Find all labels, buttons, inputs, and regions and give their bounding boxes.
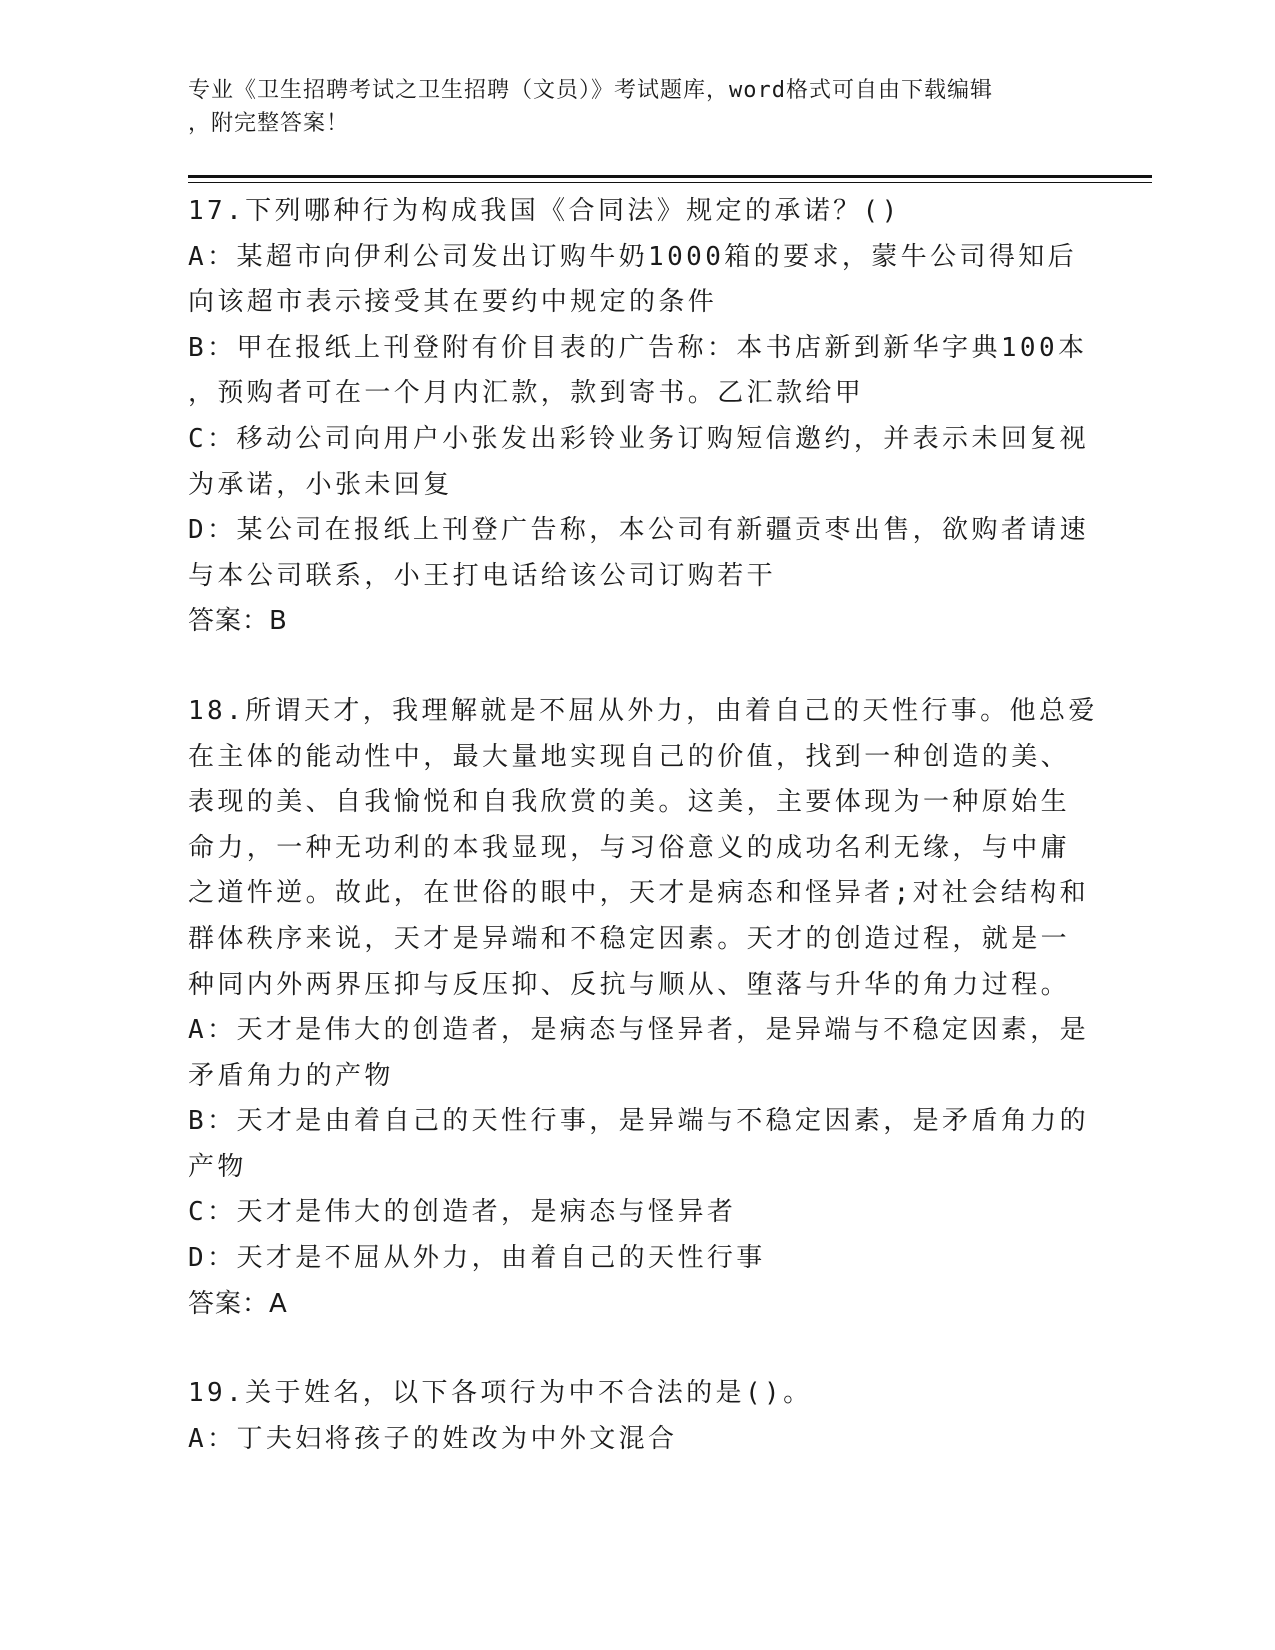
- option-c: C：天才是伟大的创造者，是病态与怪异者: [188, 1197, 737, 1228]
- question-stem: 19.关于姓名，以下各项行为中不合法的是()。: [188, 1378, 813, 1409]
- option-d: D：某公司在报纸上刊登广告称，本公司有新疆贡枣出售，欲购者请速: [188, 515, 1090, 546]
- question-stem-cont: 表现的美、自我愉悦和自我欣赏的美。这美，主要体现为一种原始生: [188, 787, 1071, 818]
- question-stem-cont: 在主体的能动性中，最大量地实现自己的价值，找到一种创造的美、: [188, 741, 1071, 772]
- option-a: A：丁夫妇将孩子的姓改为中外文混合: [188, 1423, 678, 1454]
- header-divider-thin: [188, 182, 1152, 183]
- option-a: A：天才是伟大的创造者，是病态与怪异者，是异端与不稳定因素，是: [188, 1015, 1090, 1046]
- question-stem: 18.所谓天才，我理解就是不屈从外力，由着自己的天性行事。他总爱: [188, 695, 1098, 726]
- option-b: B：天才是由着自己的天性行事，是异端与不稳定因素，是矛盾角力的: [188, 1106, 1090, 1137]
- header-line: ，附完整答案！: [188, 111, 350, 136]
- option-c: C：移动公司向用户小张发出彩铃业务订购短信邀约，并表示未回复视: [188, 423, 1090, 454]
- question-list: [188, 189, 1098, 1506]
- option-a-cont: 矛盾角力的产物: [188, 1060, 394, 1091]
- option-d-cont: 与本公司联系，小王打电话给该公司订购若干: [188, 560, 777, 591]
- header-line: 专业《卫生招聘考试之卫生招聘（文员）》考试题库，word格式可自由下载编辑: [188, 78, 993, 103]
- option-c-cont: 为承诺，小张未回复: [188, 469, 453, 500]
- question-stem-cont: 之道忤逆。故此，在世俗的眼中，天才是病态和怪异者;对社会结构和: [188, 878, 1090, 909]
- header-divider-thick: [188, 175, 1152, 178]
- answer-label: 答案：A: [188, 1288, 288, 1319]
- question-17: [188, 189, 1088, 645]
- option-a: A：某超市向伊利公司发出订购牛奶1000箱的要求，蒙牛公司得知后: [188, 241, 1078, 272]
- question-stem: 17.下列哪种行为构成我国《合同法》规定的承诺？(): [188, 196, 901, 226]
- question-18: [188, 689, 1098, 1327]
- document-header: [188, 74, 1078, 140]
- option-d: D：天才是不屈从外力，由着自己的天性行事: [188, 1243, 766, 1274]
- option-b: B：甲在报纸上刊登附有价目表的广告称：本书店新到新华字典100本: [188, 332, 1088, 363]
- answer-label: 答案：B: [188, 606, 288, 637]
- question-19: [188, 1371, 1088, 1462]
- question-stem-cont: 群体秩序来说，天才是异端和不稳定因素。天才的创造过程，就是一: [188, 923, 1071, 954]
- question-stem-cont: 命力，一种无功利的本我显现，与习俗意义的成功名利无缘，与中庸: [188, 832, 1071, 863]
- question-stem-cont: 种同内外两界压抑与反压抑、反抗与顺从、堕落与升华的角力过程。: [188, 969, 1071, 1000]
- option-a-cont: 向该超市表示接受其在要约中规定的条件: [188, 287, 718, 318]
- option-b-cont: 产物: [188, 1151, 247, 1182]
- option-b-cont: ，预购者可在一个月内汇款，款到寄书。乙汇款给甲: [188, 378, 865, 409]
